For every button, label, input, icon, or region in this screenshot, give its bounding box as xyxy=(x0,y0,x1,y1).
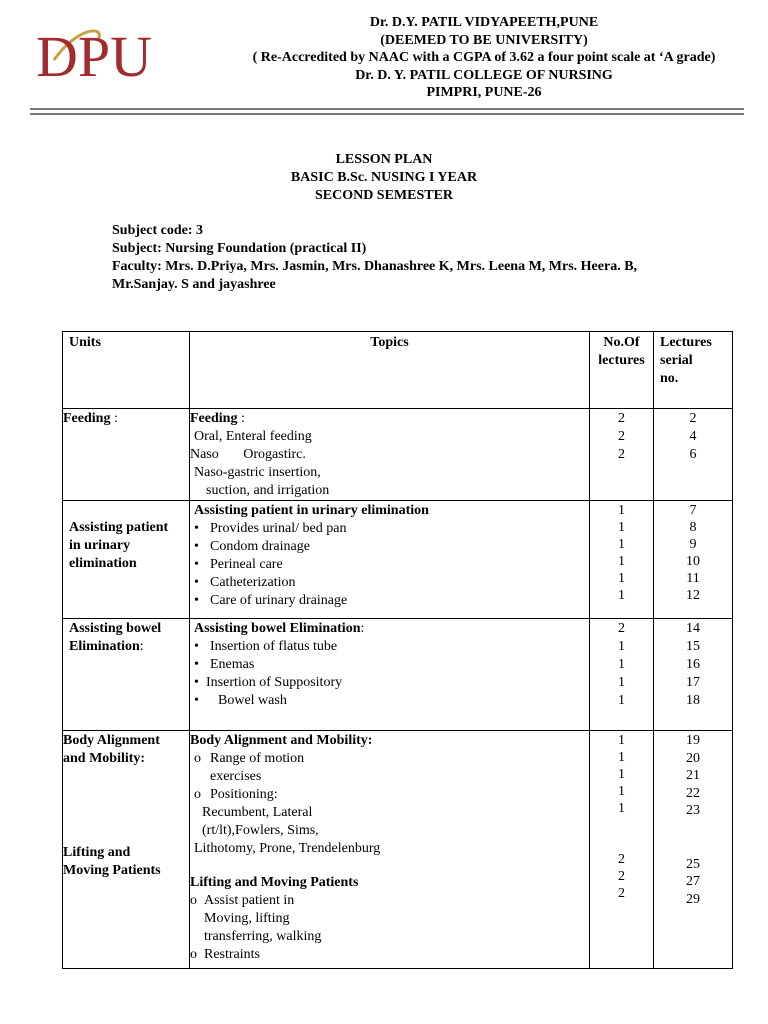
lecture-serial: 21 xyxy=(686,768,700,783)
lecture-serial: 27 xyxy=(686,874,700,889)
unit-label: Feeding xyxy=(63,411,111,426)
header-units: Units xyxy=(63,332,190,409)
lecture-count: 1 xyxy=(618,503,625,518)
institution-header xyxy=(200,14,768,102)
logo-text: DPU xyxy=(36,24,153,84)
unit-label-line: Elimination xyxy=(69,639,140,654)
header-line-5: PIMPRI, PUNE-26 xyxy=(426,85,542,100)
serials-urinary xyxy=(654,501,733,619)
lecture-count: 2 xyxy=(618,852,625,867)
header-serial-line-3: no. xyxy=(660,371,679,386)
lecture-serial: 8 xyxy=(689,520,697,535)
lecture-serial: 29 xyxy=(686,891,700,907)
unit-label-line: Lifting and xyxy=(63,845,131,860)
unit-urinary xyxy=(63,501,190,619)
table-row xyxy=(63,619,733,731)
unit-label-line: Assisting bowel xyxy=(69,621,162,636)
topic-item: Condom drainage xyxy=(210,539,310,554)
unit-label-suffix: : xyxy=(110,411,118,426)
topics-urinary xyxy=(190,501,590,619)
topic-title-suffix: : xyxy=(237,411,245,426)
bullet-icon: • xyxy=(194,539,199,554)
unit-label-line: Moving Patients xyxy=(63,863,161,878)
lecture-count: 1 xyxy=(618,733,625,748)
circle-bullet-icon: o xyxy=(194,787,201,802)
faculty-line-1: Faculty: Mrs. D.Priya, Mrs. Jasmin, Mrs. Dhanashree K, Mrs. Leena M, Mrs. Heera. B, xyxy=(112,259,638,274)
lecture-serial: 12 xyxy=(686,588,700,603)
document-titles xyxy=(0,151,768,205)
subject-meta xyxy=(112,222,712,294)
unit-label-suffix: : xyxy=(139,639,144,654)
header-line-3: ( Re-Accredited by NAAC with a CGPA of 3.62 a four point scale at ‘A grade) xyxy=(252,50,716,65)
lecture-count: 1 xyxy=(618,657,625,672)
topic-item: suction, and irrigation xyxy=(206,483,330,498)
lecture-serial: 15 xyxy=(686,639,700,654)
topic-item: Lithotomy, Prone, Trendelenburg xyxy=(194,841,381,856)
bullet-icon: • xyxy=(194,575,199,590)
topic-item: Assist patient in xyxy=(204,893,295,908)
topics-body-alignment xyxy=(190,731,590,969)
topic-title: Body Alignment and Mobility: xyxy=(190,733,373,748)
lecture-serial: 11 xyxy=(686,571,700,586)
topic-title: Assisting patient in urinary elimination xyxy=(194,503,429,518)
topic-item: Range of motion xyxy=(210,751,305,766)
title-lesson-plan: LESSON PLAN xyxy=(335,152,433,167)
dpu-logo xyxy=(36,22,186,84)
topic-title: Assisting bowel Elimination xyxy=(194,621,361,636)
lectures-body-alignment xyxy=(590,731,654,969)
serials-bowel xyxy=(654,619,733,731)
unit-body-alignment xyxy=(63,731,190,969)
header-line-2: (DEEMED TO BE UNIVERSITY) xyxy=(380,32,588,48)
topic-item: exercises xyxy=(210,769,262,784)
topic-item: transferring, walking xyxy=(204,929,322,944)
header-rule-bottom xyxy=(30,113,744,115)
bullet-icon: • xyxy=(194,593,199,608)
topic-title-suffix: : xyxy=(360,621,365,636)
topic-item: Oral, Enteral feeding xyxy=(194,429,312,444)
serials-body-alignment xyxy=(654,731,733,969)
bullet-icon: • xyxy=(194,657,199,672)
lecture-serial: 10 xyxy=(686,554,700,569)
lecture-serial: 7 xyxy=(689,503,697,518)
unit-label-line: elimination xyxy=(69,556,137,571)
header-lectures xyxy=(590,332,654,409)
topic-title: Feeding xyxy=(190,411,238,426)
lecture-count: 2 xyxy=(618,869,625,884)
lecture-count: 1 xyxy=(618,520,625,535)
lecture-serial: 16 xyxy=(686,657,700,672)
topic-item: Restraints xyxy=(204,947,260,962)
header-topics: Topics xyxy=(190,332,590,409)
lecture-serial: 19 xyxy=(686,733,700,748)
lecture-count: 1 xyxy=(618,801,625,816)
bullet-icon: • xyxy=(194,693,199,708)
title-semester: SECOND SEMESTER xyxy=(314,188,454,203)
header-serial-line-2: serial xyxy=(660,353,693,368)
lecture-count: 2 xyxy=(618,621,625,636)
lecture-serial: 22 xyxy=(686,785,700,801)
topic-item: Perineal care xyxy=(210,557,283,572)
lecture-count: 1 xyxy=(618,675,625,690)
bullet-icon: • xyxy=(194,639,199,654)
topic-item: Care of urinary drainage xyxy=(210,593,348,608)
table-row xyxy=(63,409,733,501)
lecture-count: 2 xyxy=(618,429,625,444)
topic-item: Positioning: xyxy=(210,787,278,802)
lecture-serial: 17 xyxy=(686,675,700,690)
header-serial xyxy=(654,332,733,409)
lectures-feeding xyxy=(590,409,654,501)
topic-item: Provides urinal/ bed pan xyxy=(210,521,347,536)
lecture-count: 1 xyxy=(618,767,625,782)
topic-item: Catheterization xyxy=(210,575,296,590)
subject-code: Subject code: 3 xyxy=(112,223,203,238)
serials-feeding xyxy=(654,409,733,501)
header-line-4: Dr. D. Y. PATIL COLLEGE OF NURSING xyxy=(355,67,613,83)
topic-item: Bowel wash xyxy=(218,693,287,708)
lecture-count: 1 xyxy=(618,554,625,569)
lecture-count: 1 xyxy=(618,750,625,765)
circle-bullet-icon: o xyxy=(190,947,197,962)
topic-item: Naso-gastric insertion, xyxy=(194,465,321,480)
table-row xyxy=(63,501,733,619)
lecture-count: 1 xyxy=(618,639,625,654)
header-line-1: Dr. D.Y. PATIL VIDYAPEETH,PUNE xyxy=(369,15,599,30)
unit-feeding xyxy=(63,409,190,501)
header-serial-line-1: Lectures xyxy=(660,335,712,350)
topic-item: Recumbent, Lateral xyxy=(202,805,313,820)
lecture-count: 1 xyxy=(618,571,625,586)
unit-bowel xyxy=(63,619,190,731)
unit-label-line: in urinary xyxy=(69,538,131,553)
lecture-serial: 9 xyxy=(689,537,697,552)
unit-label-line: Body Alignment xyxy=(63,733,160,748)
circle-bullet-icon: o xyxy=(194,751,201,766)
lecture-count: 1 xyxy=(618,588,625,603)
faculty-line-2: Mr.Sanjay. S and jayashree xyxy=(112,277,276,292)
lecture-serial: 25 xyxy=(686,856,700,872)
lecture-count: 2 xyxy=(618,886,625,901)
lecture-serial: 6 xyxy=(689,447,697,462)
topic-item: Naso Orogastirc. xyxy=(190,447,306,462)
lecture-count: 1 xyxy=(618,784,625,799)
header-lectures-line-2: lectures xyxy=(598,353,645,368)
topic-item: (rt/lt),Fowlers, Sims, xyxy=(202,823,319,838)
bullet-icon: • xyxy=(194,675,199,690)
lesson-plan-table xyxy=(62,331,733,969)
topic-item: Enemas xyxy=(210,657,255,672)
lecture-serial: 2 xyxy=(689,411,697,426)
header-rule-top xyxy=(30,108,744,110)
lecture-serial: 20 xyxy=(686,750,700,766)
lecture-serial: 14 xyxy=(686,621,700,636)
unit-label-line: Assisting patient xyxy=(69,520,169,535)
lectures-urinary xyxy=(590,501,654,619)
topic-item: Insertion of flatus tube xyxy=(210,639,338,654)
circle-bullet-icon: o xyxy=(190,893,197,908)
title-program: BASIC B.Sc. NUSING I YEAR xyxy=(290,170,478,185)
lecture-serial: 4 xyxy=(689,429,697,444)
topic-item: Moving, lifting xyxy=(204,911,290,926)
bullet-icon: • xyxy=(194,557,199,572)
lecture-count: 2 xyxy=(618,411,625,426)
topic-item: Insertion of Suppository xyxy=(206,675,343,690)
subject-name: Subject: Nursing Foundation (practical II) xyxy=(112,241,367,256)
table-header-row xyxy=(63,332,733,409)
lecture-count: 1 xyxy=(618,537,625,552)
lecture-serial: 23 xyxy=(686,803,700,818)
lecture-count: 1 xyxy=(618,693,625,708)
lecture-count: 2 xyxy=(618,447,625,462)
lecture-serial: 18 xyxy=(686,693,700,708)
topic-title: Lifting and Moving Patients xyxy=(190,875,359,890)
table-row xyxy=(63,731,733,969)
bullet-icon: • xyxy=(194,521,199,536)
lectures-bowel xyxy=(590,619,654,731)
header-lectures-line-1: No.Of xyxy=(603,335,640,350)
topics-bowel xyxy=(190,619,590,731)
topics-feeding xyxy=(190,409,590,501)
unit-label-line: and Mobility: xyxy=(63,751,146,766)
